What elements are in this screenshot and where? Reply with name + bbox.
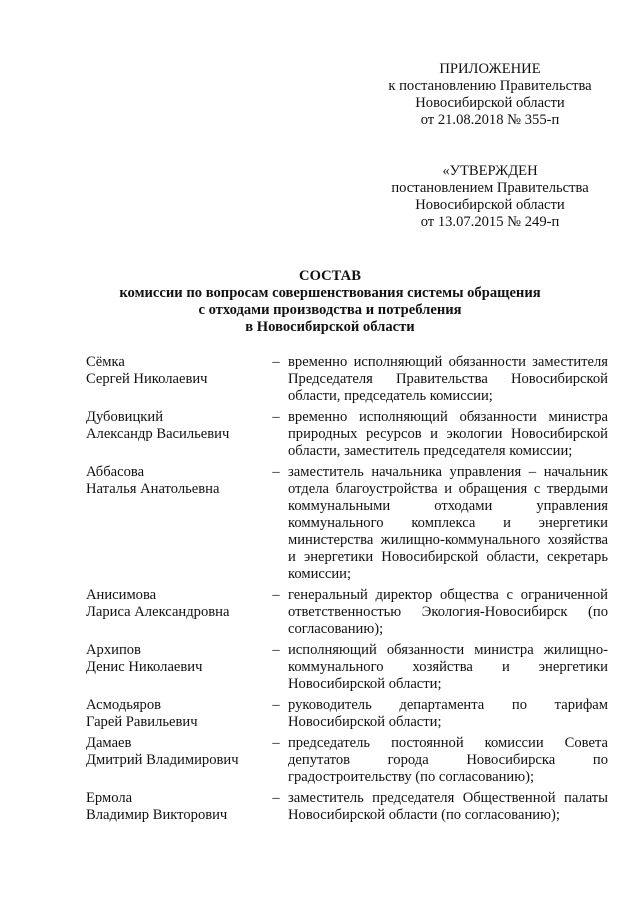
document-heading [80,268,580,336]
member-entry [86,735,608,786]
member-given-name: Владимир Викторович [86,807,228,823]
member-surname: Асмодьяров [86,697,162,713]
member-name [86,642,266,693]
member-dash: – [272,790,280,806]
member-given-name: Наталья Анатольевна [86,481,220,497]
member-role: председатель постоянной комиссии Совета депутатов города Новосибирска по градостроительству (по согласованию); [288,735,608,785]
member-name [86,697,266,731]
appendix-block [380,61,600,129]
member-role: исполняющий обязанности министра жилищно-коммунального хозяйства и энергетики Новосибирской области; [288,642,608,692]
approved-region: Новосибирской области [415,197,565,213]
heading-subtitle-line-1: комиссии по вопросам совершенствования системы обращения [119,285,541,301]
member-dash: – [272,409,280,425]
member-entry [86,409,608,460]
approved-label: «УТВЕРЖДЕН [442,163,538,179]
approved-date-number: от 13.07.2015 № 249-п [420,214,560,230]
member-entry [86,587,608,638]
appendix-date-number: от 21.08.2018 № 355-п [420,112,560,128]
member-role: временно исполняющий обязанности заместителя Председателя Правительства Новосибирской области, председатель комиссии; [288,354,608,404]
member-name [86,354,266,405]
member-surname: Дубовицкий [86,409,164,425]
member-dash: – [272,464,280,480]
member-given-name: Гарей Равильевич [86,714,198,730]
member-name [86,735,266,786]
member-dash: – [272,354,280,370]
member-entry [86,464,608,583]
heading-subtitle-line-3: в Новосибирской области [245,319,415,335]
member-dash: – [272,735,280,751]
member-surname: Анисимова [86,587,157,603]
member-dash: – [272,642,280,658]
member-name [86,409,266,460]
member-given-name: Денис Николаевич [86,659,203,675]
member-role: руководитель департамента по тарифам Новосибирской области; [288,697,608,730]
approved-resolution: постановлением Правительства [391,180,589,196]
member-surname: Сёмка [86,354,125,370]
member-entry [86,697,608,731]
member-given-name: Сергей Николаевич [86,371,208,387]
member-given-name: Александр Васильевич [86,426,230,442]
member-surname: Архипов [86,642,141,658]
member-surname: Дамаев [86,735,132,751]
member-entry [86,642,608,693]
appendix-resolution: к постановлению Правительства [388,78,592,94]
heading-subtitle-line-2: с отходами производства и потребления [198,302,462,318]
member-entry [86,354,608,405]
member-role: временно исполняющий обязанности министра природных ресурсов и экологии Новосибирской области, заместитель председателя комиссии; [288,409,608,459]
member-name [86,464,266,583]
heading-title: СОСТАВ [299,268,361,284]
member-role: заместитель председателя Общественной палаты Новосибирской области (по согласованию); [288,790,608,823]
member-given-name: Дмитрий Владимирович [86,752,239,768]
appendix-label: ПРИЛОЖЕНИЕ [439,61,541,77]
member-name [86,587,266,638]
member-entry [86,790,608,824]
member-role: генеральный директор общества с ограниченной ответственностью Экология-Новосибирск (по согласованию); [288,587,608,637]
appendix-region: Новосибирской области [415,95,565,111]
member-surname: Аббасова [86,464,145,480]
member-given-name: Лариса Александровна [86,604,230,620]
member-dash: – [272,587,280,603]
member-role: заместитель начальника управления – начальник отдела благоустройства и обращения с твердыми коммунальными отходами управления коммунального комплекса и энергетики министерства жилищно-коммунального хозяйства и энергетики Новосибирской области, секретарь комиссии; [288,464,608,582]
member-surname: Ермола [86,790,133,806]
member-dash: – [272,697,280,713]
approved-block [380,163,600,231]
members-list [86,354,608,828]
member-name [86,790,266,824]
